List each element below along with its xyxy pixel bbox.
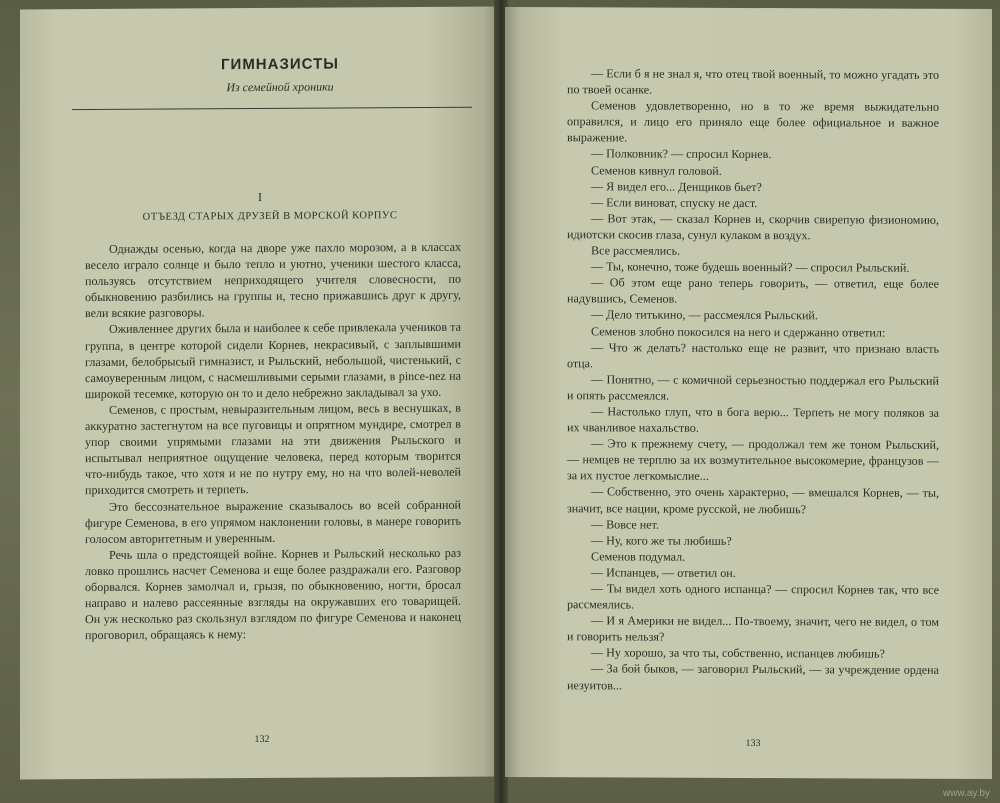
paragraph: — Это к прежнему счету, — продолжал тем же тоном Рыльский, — немцев не терплю за их возмутительное высокомерие, французов — за их пустое легкомыслие...	[567, 436, 939, 484]
left-page	[20, 7, 498, 780]
right-page	[505, 7, 992, 779]
paragraph: Однажды осенью, когда на дворе уже пахло морозом, а в классах весело играло солнце и было тепло и уютно, ученики шестого класса, пользуясь отсутствием неприходящего учителя словесности, по обыкновению разбились на группы и, тесно прижавшись друг к другу, вели всякие разговоры.	[85, 239, 461, 321]
paragraph: — Понятно, — с комичной серьезностью поддержал его Рыльский и опять рассмеялся.	[567, 372, 939, 403]
book-subtitle: Из семейной хроники	[226, 79, 334, 95]
paragraph: — Настолько глуп, что в бога верю... Терпеть не могу поляков за их чванливое нахальство.	[567, 404, 939, 435]
page-number: 133	[745, 737, 761, 750]
paragraph: — Ты, конечно, тоже будешь военный? — спросил Рыльский.	[591, 259, 910, 275]
chapter-title: ОТЪЕЗД СТАРЫХ ДРУЗЕЙ В МОРСКОЙ КОРПУС	[142, 210, 398, 223]
paragraph: — Если б я не знал я, что отец твой военный, то можно угадать это по твоей осанке.	[567, 66, 939, 97]
paragraph: — За бой быков, — заговорил Рыльский, — за учреждение ордена иезуитов...	[567, 661, 939, 693]
paragraph: — Ты видел хоть одного испанца? — спросил Корнев так, что все рассмеялись.	[567, 581, 939, 612]
paragraph: — Полковник? — спросил Корнев.	[591, 146, 772, 162]
paragraph: Это бессознательное выражение сказывалось во всей собранной фигуре Семенова, в его упрямом наклонении головы, в манере говорить голосом авторитетным и уверенным.	[85, 497, 461, 546]
watermark: www.ay.by	[942, 788, 990, 799]
left-page-text	[85, 239, 461, 644]
paragraph: — И я Америки не видел... По-твоему, значит, чего не видел, о том и говорить нельзя?	[567, 613, 939, 644]
paragraph: — Я видел его... Денщиков бьет?	[591, 178, 762, 194]
paragraph: — Вот этак, — сказал Корнев и, скорчив свирепую физиономию, идиотски скосив глаза, сунул кулаком в воздух.	[567, 211, 939, 243]
paragraph: — Что ж делать? настолько еще не развит, что признаю власть отца.	[567, 339, 939, 371]
paragraph: Семенов, с простым, невыразительным лицом, весь в веснушках, в аккуратно застегнутом на все пуговицы и опрятном мундире, смотрел в упор своими упрямыми глазами на эти движения Рыльского и испытывал неприятное ощущение человека, перед которым творится что-нибудь такое, что хотя и не по нутру ему, но на что волей-неволей приходится смотреть и терпеть.	[85, 400, 461, 498]
chapter-number: I	[258, 189, 262, 205]
paragraph: Оживленнее других была и наиболее к себе привлекала учеников та группа, в центре которой сидели Корнев, некрасивый, с заплывшими глазами, белобрысый гимназист, и Рыльский, небольшой, чистенький, с самоуверенным лицом, с насмешливыми серыми глазами, в pince-nez на широкой тесемке, которую он то и дело небрежно закладывал за ухо.	[85, 320, 461, 401]
book-title: ГИМНАЗИСТЫ	[221, 55, 339, 74]
title-rule	[72, 107, 472, 110]
paragraph: — Собственно, это очень характерно, — вмешался Корнев, — ты, значит, все нации, кроме русской, не любишь?	[567, 484, 939, 516]
paragraph: — Ну, кого же ты любишь?	[591, 533, 732, 548]
paragraph: Семенов кивнул головой.	[591, 162, 722, 178]
page-number: 132	[254, 733, 270, 746]
paragraph: Семенов злобно покосился на него и сдержанно ответил:	[591, 323, 886, 340]
paragraph: — Испанцев, — ответил он.	[591, 565, 736, 580]
paragraph: Семенов удовлетворенно, но в то же время выжидательно оправился, и лицо его приняло еще более официальное и важное выражение.	[567, 98, 939, 145]
paragraph: Все рассмеялись.	[591, 243, 681, 258]
paragraph: — Дело титькино, — рассмеялся Рыльский.	[591, 307, 818, 323]
paragraph: — Ну хорошо, за что ты, собственно, испанцев любишь?	[591, 645, 885, 661]
paragraph: Речь шла о предстоящей войне. Корнев и Рыльский несколько раз ловко прошлись насчет Семенова и еще более раздражали его. Разговор оборвался. Корнев замолчал и, грызя, по обыкновению, ногти, бросал направо и налево рассеянные взгляды на окружавших его товарищей. Он уж несколько раз скользнул взглядом по фигуре Семенова и наконец проговорил, обращаясь к нему:	[85, 545, 461, 643]
paragraph: Семенов подумал.	[591, 549, 686, 564]
paragraph: — Вовсе нет.	[591, 516, 660, 532]
paragraph: — Об этом еще рано теперь говорить, — ответил, еще более надувшись, Семенов.	[567, 275, 939, 307]
right-page-text	[567, 65, 939, 694]
paragraph: — Если виноват, спуску не даст.	[591, 195, 758, 210]
